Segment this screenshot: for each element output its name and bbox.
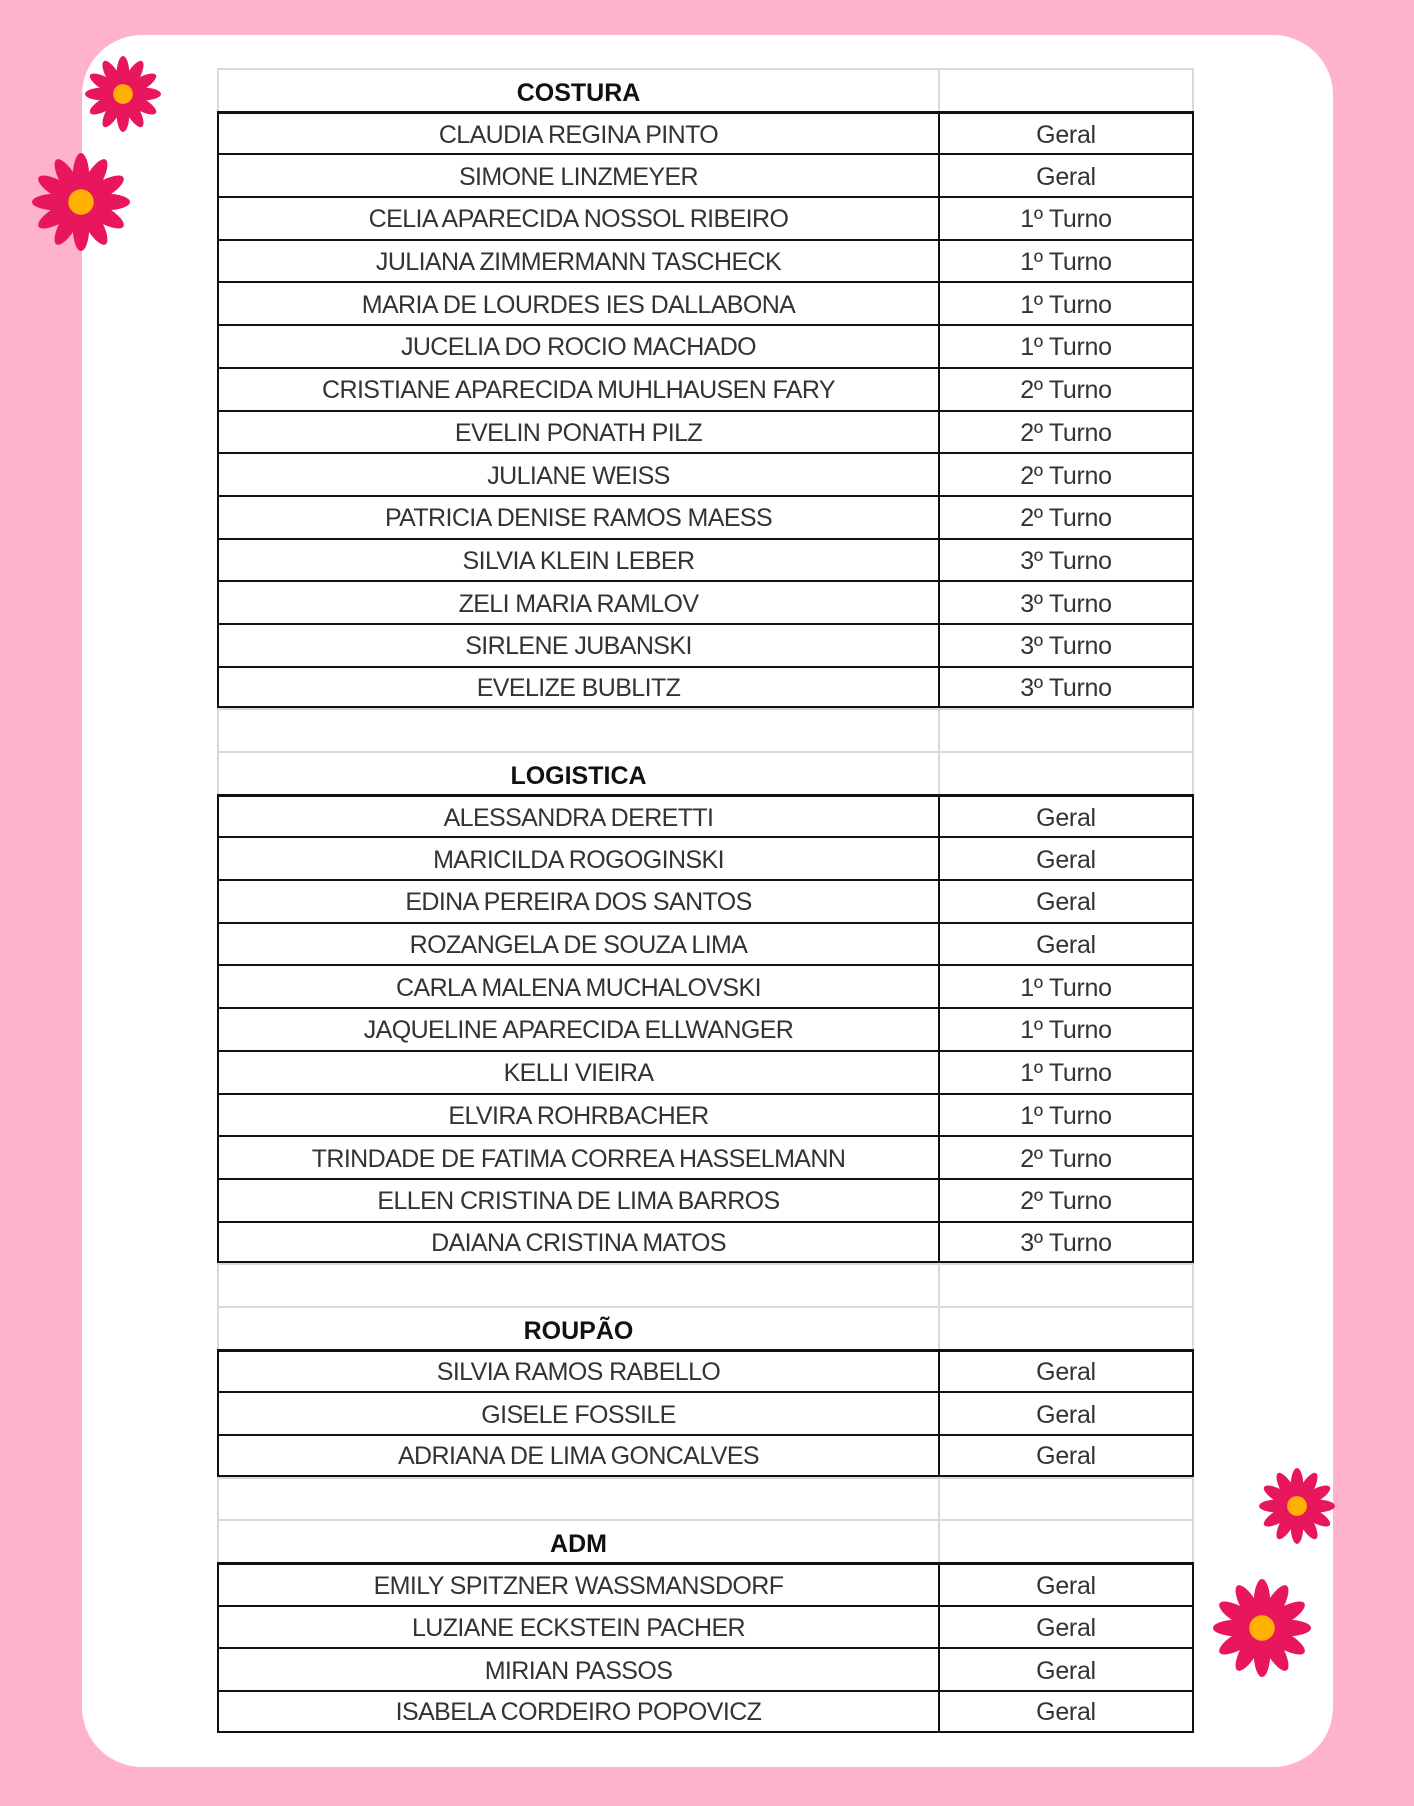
empty-cell bbox=[217, 708, 938, 751]
employee-name: CLAUDIA REGINA PINTO bbox=[217, 111, 938, 154]
shift-value: Geral bbox=[938, 1605, 1194, 1648]
employee-name: ELLEN CRISTINA DE LIMA BARROS bbox=[217, 1178, 938, 1221]
section-title: ADM bbox=[217, 1519, 938, 1562]
employee-name: CARLA MALENA MUCHALOVSKI bbox=[217, 964, 938, 1007]
shift-value: Geral bbox=[938, 1690, 1194, 1733]
flower-center bbox=[113, 84, 133, 104]
employee-name: EVELIN PONATH PILZ bbox=[217, 410, 938, 453]
section-title: COSTURA bbox=[217, 68, 938, 111]
shift-value: 2º Turno bbox=[938, 1135, 1194, 1178]
empty-cell bbox=[938, 1519, 1194, 1562]
table-row bbox=[217, 538, 1194, 581]
shift-value: 2º Turno bbox=[938, 452, 1194, 495]
section-header-row bbox=[217, 751, 1194, 794]
empty-cell bbox=[217, 1263, 938, 1306]
employee-name: JAQUELINE APARECIDA ELLWANGER bbox=[217, 1007, 938, 1050]
table-row bbox=[217, 153, 1194, 196]
employee-name: PATRICIA DENISE RAMOS MAESS bbox=[217, 495, 938, 538]
table-row bbox=[217, 879, 1194, 922]
employee-name: CELIA APARECIDA NOSSOL RIBEIRO bbox=[217, 196, 938, 239]
table-row bbox=[217, 1562, 1194, 1605]
shift-value: 1º Turno bbox=[938, 324, 1194, 367]
table-row bbox=[217, 1349, 1194, 1392]
employee-name: ZELI MARIA RAMLOV bbox=[217, 580, 938, 623]
table-row bbox=[217, 1391, 1194, 1434]
shift-value: Geral bbox=[938, 1391, 1194, 1434]
employee-name: SIRLENE JUBANSKI bbox=[217, 623, 938, 666]
employee-name: SILVIA RAMOS RABELLO bbox=[217, 1349, 938, 1392]
table-row bbox=[217, 1605, 1194, 1648]
employee-name: JULIANA ZIMMERMANN TASCHECK bbox=[217, 239, 938, 282]
empty-cell bbox=[938, 1306, 1194, 1349]
flower-center bbox=[1287, 1496, 1307, 1516]
table-row bbox=[217, 1178, 1194, 1221]
shift-value: Geral bbox=[938, 922, 1194, 965]
shift-value: 1º Turno bbox=[938, 964, 1194, 1007]
section-title: ROUPÃO bbox=[217, 1306, 938, 1349]
shift-value: Geral bbox=[938, 1562, 1194, 1605]
employee-name: JULIANE WEISS bbox=[217, 452, 938, 495]
shift-value: 1º Turno bbox=[938, 1093, 1194, 1136]
shift-value: Geral bbox=[938, 879, 1194, 922]
empty-cell bbox=[938, 751, 1194, 794]
employee-name: EMILY SPITZNER WASSMANSDORF bbox=[217, 1562, 938, 1605]
shift-value: Geral bbox=[938, 836, 1194, 879]
table-row bbox=[217, 623, 1194, 666]
shift-value: 2º Turno bbox=[938, 367, 1194, 410]
table-row bbox=[217, 495, 1194, 538]
table-row bbox=[217, 1135, 1194, 1178]
employee-name: CRISTIANE APARECIDA MUHLHAUSEN FARY bbox=[217, 367, 938, 410]
shift-value: 3º Turno bbox=[938, 666, 1194, 709]
employee-name: ALESSANDRA DERETTI bbox=[217, 794, 938, 837]
flower-center bbox=[68, 189, 93, 214]
spacer-row bbox=[217, 708, 1194, 751]
section-header-row bbox=[217, 1306, 1194, 1349]
flower-icon bbox=[1259, 1468, 1335, 1544]
table-row bbox=[217, 580, 1194, 623]
shift-value: 2º Turno bbox=[938, 495, 1194, 538]
employee-name: KELLI VIEIRA bbox=[217, 1050, 938, 1093]
table-row bbox=[217, 1690, 1194, 1733]
employee-name: MIRIAN PASSOS bbox=[217, 1647, 938, 1690]
employee-name: ISABELA CORDEIRO POPOVICZ bbox=[217, 1690, 938, 1733]
employee-name: MARIA DE LOURDES IES DALLABONA bbox=[217, 281, 938, 324]
employee-name: ROZANGELA DE SOUZA LIMA bbox=[217, 922, 938, 965]
employee-name: GISELE FOSSILE bbox=[217, 1391, 938, 1434]
shift-value: Geral bbox=[938, 1647, 1194, 1690]
employee-name: SIMONE LINZMEYER bbox=[217, 153, 938, 196]
table-row bbox=[217, 794, 1194, 837]
spacer-row bbox=[217, 1263, 1194, 1306]
staff-schedule-table bbox=[217, 68, 1194, 1733]
table-row bbox=[217, 281, 1194, 324]
section-header-row bbox=[217, 68, 1194, 111]
flower-icon bbox=[1213, 1579, 1311, 1677]
shift-value: 1º Turno bbox=[938, 239, 1194, 282]
section-header-row bbox=[217, 1519, 1194, 1562]
employee-name: TRINDADE DE FATIMA CORREA HASSELMANN bbox=[217, 1135, 938, 1178]
empty-cell bbox=[938, 1477, 1194, 1520]
table-row bbox=[217, 1647, 1194, 1690]
table-row bbox=[217, 239, 1194, 282]
shift-value: 3º Turno bbox=[938, 538, 1194, 581]
table-row bbox=[217, 1434, 1194, 1477]
shift-value: Geral bbox=[938, 111, 1194, 154]
flower-icon bbox=[85, 56, 161, 132]
shift-value: 1º Turno bbox=[938, 1007, 1194, 1050]
shift-value: 1º Turno bbox=[938, 1050, 1194, 1093]
employee-name: MARICILDA ROGOGINSKI bbox=[217, 836, 938, 879]
table-row bbox=[217, 1050, 1194, 1093]
table-row bbox=[217, 1007, 1194, 1050]
flower-center bbox=[1249, 1615, 1274, 1640]
table-row bbox=[217, 452, 1194, 495]
empty-cell bbox=[938, 1263, 1194, 1306]
employee-name: JUCELIA DO ROCIO MACHADO bbox=[217, 324, 938, 367]
shift-value: 3º Turno bbox=[938, 580, 1194, 623]
table-row bbox=[217, 410, 1194, 453]
employee-name: ELVIRA ROHRBACHER bbox=[217, 1093, 938, 1136]
table-row bbox=[217, 666, 1194, 709]
flower-icon bbox=[32, 153, 130, 251]
table-row bbox=[217, 1093, 1194, 1136]
table-row bbox=[217, 1221, 1194, 1264]
shift-value: Geral bbox=[938, 794, 1194, 837]
table-row bbox=[217, 324, 1194, 367]
shift-value: Geral bbox=[938, 153, 1194, 196]
employee-name: EDINA PEREIRA DOS SANTOS bbox=[217, 879, 938, 922]
shift-value: Geral bbox=[938, 1349, 1194, 1392]
shift-value: 2º Turno bbox=[938, 410, 1194, 453]
employee-name: DAIANA CRISTINA MATOS bbox=[217, 1221, 938, 1264]
shift-value: 3º Turno bbox=[938, 1221, 1194, 1264]
empty-cell bbox=[938, 708, 1194, 751]
employee-name: SILVIA KLEIN LEBER bbox=[217, 538, 938, 581]
shift-value: 1º Turno bbox=[938, 281, 1194, 324]
empty-cell bbox=[217, 1477, 938, 1520]
section-title: LOGISTICA bbox=[217, 751, 938, 794]
employee-name: LUZIANE ECKSTEIN PACHER bbox=[217, 1605, 938, 1648]
shift-value: 1º Turno bbox=[938, 196, 1194, 239]
table-row bbox=[217, 196, 1194, 239]
employee-name: EVELIZE BUBLITZ bbox=[217, 666, 938, 709]
table-row bbox=[217, 964, 1194, 1007]
table-row bbox=[217, 367, 1194, 410]
table-row bbox=[217, 836, 1194, 879]
empty-cell bbox=[938, 68, 1194, 111]
shift-value: 3º Turno bbox=[938, 623, 1194, 666]
table-row bbox=[217, 922, 1194, 965]
shift-value: Geral bbox=[938, 1434, 1194, 1477]
table-row bbox=[217, 111, 1194, 154]
spacer-row bbox=[217, 1477, 1194, 1520]
employee-name: ADRIANA DE LIMA GONCALVES bbox=[217, 1434, 938, 1477]
shift-value: 2º Turno bbox=[938, 1178, 1194, 1221]
